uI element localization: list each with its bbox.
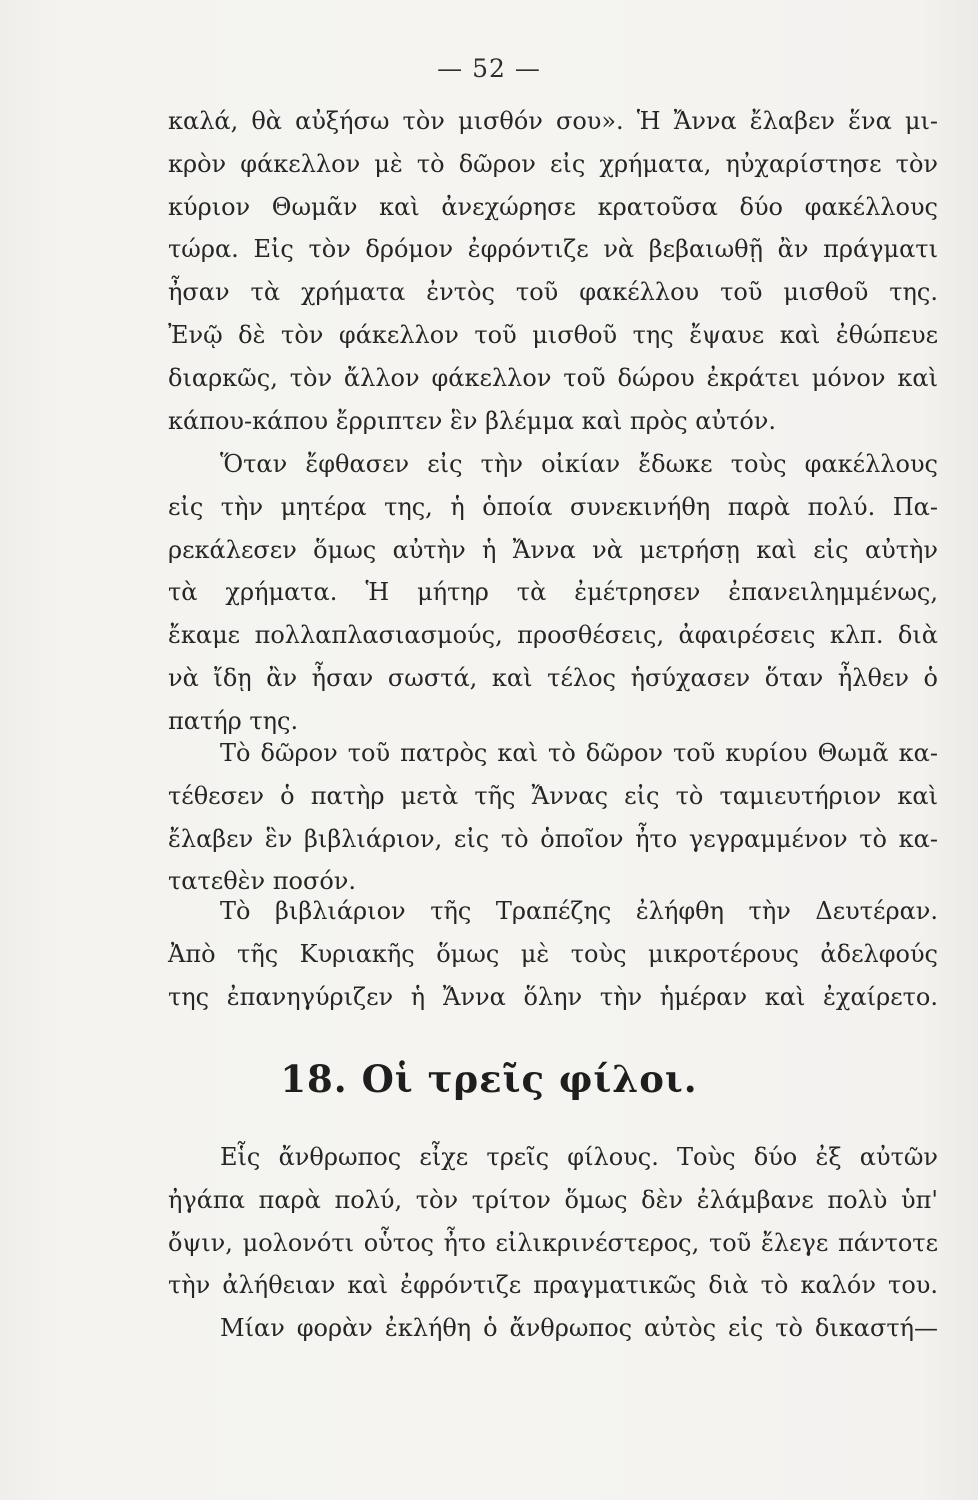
paragraph-2 [168, 443, 938, 743]
text-line: κύριον Θωμᾶν καὶ ἀνεχώρησε κρατοῦσα δύο φακέλλους [168, 192, 938, 221]
text-line: ἔλαβεν ἓν βιβλιάριον, εἰς τὸ ὁποῖον ἦτο γεγραμμένον τὸ κα- [168, 824, 938, 853]
text-line: ἔκαμε πολλαπλασιασμούς, προσθέσεις, ἀφαιρέσεις κλπ. διὰ [168, 621, 938, 650]
text-line: Τὸ βιβλιάριον τῆς Τραπέζης ἐλήφθη τὴν Δευτέραν. [220, 897, 938, 925]
text-line: ἠγάπα παρὰ πολύ, τὸν τρίτον ὅμως δὲν ἐλάμβανε πολὺ ὑπ' [168, 1185, 938, 1214]
text-line: Εἷς ἄνθρωπος εἶχε τρεῖς φίλους. Τοὺς δύο ἐξ αὐτῶν [220, 1143, 938, 1171]
text-line: διαρκῶς, τὸν ἄλλον φάκελλον τοῦ δώρου ἐκράτει μόνον καὶ [168, 363, 938, 392]
paragraph-4 [168, 890, 938, 1018]
section-paragraph-1 [168, 1136, 938, 1350]
text-line: Ἀπὸ τῆς Κυριακῆς ὅμως μὲ τοὺς μικροτέρους ἀδελφούς [168, 939, 938, 968]
text-line: πατήρ της. [168, 706, 299, 735]
paragraph-1 [168, 100, 938, 442]
text-line: τώρα. Εἰς τὸν δρόμον ἐφρόντιζε νὰ βεβαιωθῇ ἂν πράγματι [168, 235, 938, 264]
text-line: της ἐπανηγύριζεν ἡ Ἄννα ὅλην τὴν ἡμέραν καὶ ἐχαίρετο. [168, 982, 938, 1011]
text-line: ὄψιν, μολονότι οὗτος ἦτο εἰλικρινέστερος, τοῦ ἔλεγε πάντοτε [168, 1228, 938, 1257]
text-line: ρεκάλεσεν ὅμως αὐτὴν ἡ Ἄννα νὰ μετρήσῃ καὶ εἰς αὐτὴν [168, 535, 938, 564]
text-line: κάπου-κάπου ἔρριπτεν ἓν βλέμμα καὶ πρὸς αὐτόν. [168, 406, 777, 435]
text-line: τέθεσεν ὁ πατὴρ μετὰ τῆς Ἄννας εἰς τὸ ταμιευτήριον καὶ [168, 781, 938, 810]
text-line: εἰς τὴν μητέρα της, ἡ ὁποία συνεκινήθη παρὰ πολύ. Πα- [168, 492, 938, 521]
page-number: — 52 — [437, 54, 541, 83]
text-line: ἦσαν τὰ χρήματα ἐντὸς τοῦ φακέλλου τοῦ μισθοῦ της. [168, 278, 938, 307]
text-line: Τὸ δῶρον τοῦ πατρὸς καὶ τὸ δῶρον τοῦ κυρίου Θωμᾶ κα- [220, 739, 938, 767]
text-line: Ὅταν ἔφθασεν εἰς τὴν οἰκίαν ἔδωκε τοὺς φακέλλους [220, 450, 938, 478]
text-line: νὰ ἴδῃ ἂν ἦσαν σωστά, καὶ τέλος ἡσύχασεν ὅταν ἦλθεν ὁ [168, 663, 938, 692]
text-line: Ἐνῷ δὲ τὸν φάκελλον τοῦ μισθοῦ της ἔψαυε καὶ ἐθώπευε [168, 320, 938, 349]
text-line: τατεθὲν ποσόν. [168, 867, 357, 896]
paragraph-3 [168, 732, 938, 903]
text-line: τὴν ἀλήθειαν καὶ ἐφρόντιζε πραγματικῶς διὰ τὸ καλόν του. [168, 1271, 938, 1300]
section-title: 18. Οἱ τρεῖς φίλοι. [280, 1057, 698, 1101]
text-line: κρὸν φάκελλον μὲ τὸ δῶρον εἰς χρήματα, ηὐχαρίστησε τὸν [168, 149, 938, 178]
text-line: Μίαν φορὰν ἐκλήθη ὁ ἄνθρωπος αὐτὸς εἰς τὸ δικαστή— [220, 1314, 938, 1343]
text-line: καλά, θὰ αὐξήσω τὸν μισθόν σου». Ἡ Ἄννα ἔλαβεν ἕνα μι- [168, 107, 938, 135]
text-line: τὰ χρήματα. Ἡ μήτηρ τὰ ἐμέτρησεν ἐπανειλημμένως, [168, 578, 938, 607]
